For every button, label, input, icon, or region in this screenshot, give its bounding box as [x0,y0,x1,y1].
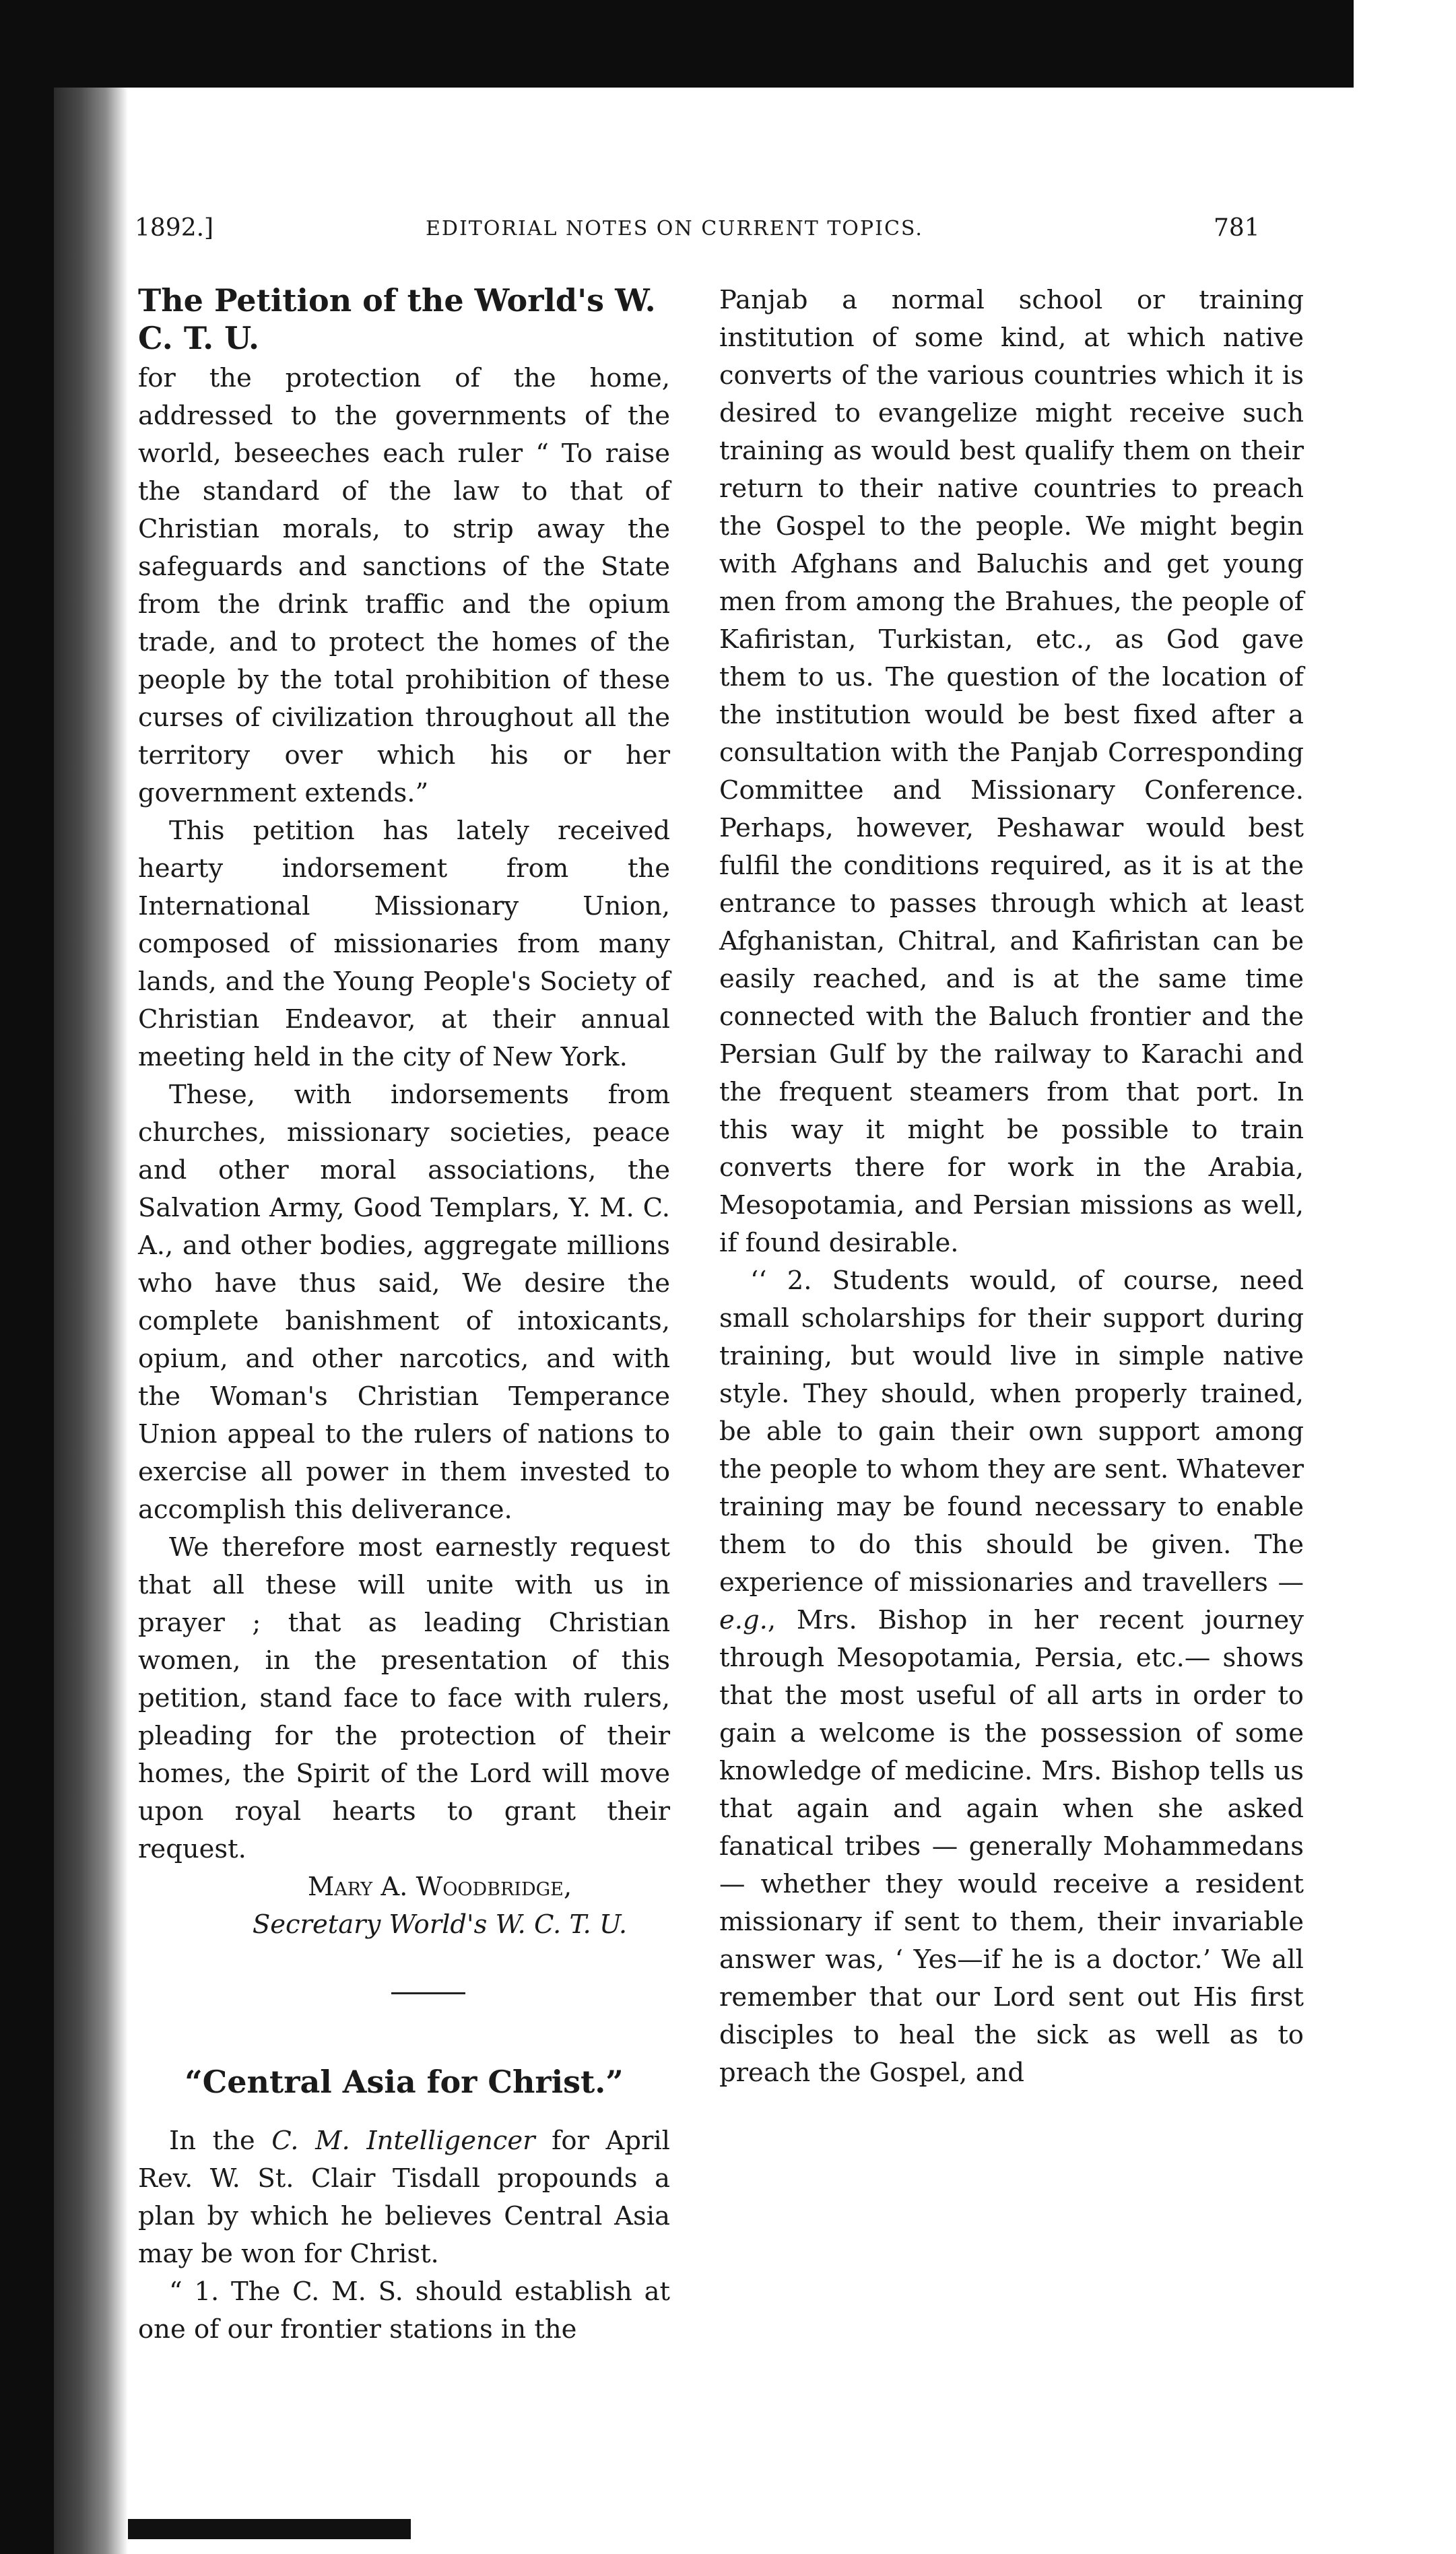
petition-paragraph-4: We therefore most earnestly request that all these will unite with us in prayer ; that as leading Christian women, in the presentation of this petition, stand face to face with rulers, pleading for the protection of their homes, the Spirit of the Lord will move upon royal hearts to grant their request. [138,1532,670,1864]
p2-eg: e.g. [719,1605,768,1635]
right-column [719,282,1304,2092]
section-divider [391,1992,465,1994]
p2-text-a: ‘‘ 2. Students would, of course, need small scholarships for their support during training, but would live in simple native style. They should, when properly trained, be able to gain their own support among the people to whom they are sent. Whatever training may be found necessary to enable them to do this should be given. The experience of missionaries and travellers — [719,1266,1304,1598]
right-paragraph-1: Panjab a normal school or training institution of some kind, at which native converts of the various countries which it is desired to evangelize might receive such training as would best qualify them on their return to their native countries to preach the Gospel to the people. We might begin with Afghans and Baluchis and get young men from among the Brahues, the people of Kafiristan, Turkistan, etc., as God gave them to us. The question of the location of the institution would be best fixed after a consultation with the Panjab Corresponding Committee and Missionary Conference. Perhaps, however, Peshawar would best fulfil the conditions required, as it is at the entrance to passes through which at least Afghanistan, Chitral, and Kafiristan can be easily reached, and is at the same time connected with the Baluch frontier and the Persian Gulf by the railway to Karachi and the frequent steamers from that port. In this way it might be possible to train converts there for work in the Arabia, Mesopotamia, and Persian missions as well, if found desirable. [719,285,1304,1258]
p5-text-a: In the [169,2126,272,2156]
journal-title: C. M. Intelligencer [271,2126,535,2156]
scan-bottom-shadow [128,2519,411,2539]
central-asia-paragraph-1 [138,2122,670,2273]
running-head-year: 1892.] [135,214,214,242]
scan-top-margin [0,0,1456,88]
page-number: 781 [1214,214,1260,242]
right-paragraph-2 [719,1262,1304,2092]
central-asia-heading: “Central Asia for Christ.” [185,2064,624,2100]
signature-name: Mary A. Woodbridge, [307,1872,572,1902]
scan-left-shadow [0,0,54,2554]
scan-binding-gradient [54,88,128,2554]
petition-paragraph-3: These, with indorsements from churches, missionary societies, peace and other moral associations, the Salvation Army, Good Templars, Y. M. C. A., and other bodies, aggregate millions who have thus said, We desire the complete banishment of intoxicants, opium, and other narcotics, and with the Woman's Christian Temperance Union appeal to the rulers of nations to exercise all power in them invested to accomplish this deliverance. [138,1080,670,1525]
signature-title: Secretary World's W. C. T. U. [252,1909,628,1940]
p5-text-b: for April Rev. W. St. Clair Tisdall propounds a plan by which he believes Central Asia may be won for Christ. [138,2126,670,2269]
left-column [138,282,670,2349]
petition-paragraph-2: This petition has lately received hearty indorsement from the International Missionary Union, composed of missionaries from many lands, and the Young People's Society of Christian Endeavor, at their annual meeting held in the city of New York. [138,816,670,1072]
running-head-title: EDITORIAL NOTES ON CURRENT TOPICS. [426,217,923,240]
running-head [135,214,1280,255]
central-asia-paragraph-2: “ 1. The C. M. S. should establish at one of our frontier stations in the [138,2277,670,2345]
petition-heading: The Petition of the World's W. C. T. U. [138,282,656,356]
scan-top-shadow [0,0,1354,88]
p2-text-b: , Mrs. Bishop in her recent journey through Mesopotamia, Persia, etc.— shows that the most useful of all arts in order to gain a welcome is the possession of some knowledge of medicine. Mrs. Bishop tells us that again and again when she asked fanatical tribes — generally Mohammedans — whether they would receive a resident missionary if sent to them, their invariable answer was, ‘ Yes—if he is a doctor.’ We all remember that our Lord sent out His first disciples to heal the sick as well as to preach the Gospel, and [719,1605,1304,2088]
petition-paragraph-1: for the protection of the home, addressed to the governments of the world, beseeches each ruler “ To raise the standard of the law to that of Christian morals, to strip away the safeguards and sanctions of the State from the drink traffic and the opium trade, and to protect the homes of the people by the total prohibition of these curses of civilization throughout all the territory over which his or her government extends.” [138,363,670,808]
